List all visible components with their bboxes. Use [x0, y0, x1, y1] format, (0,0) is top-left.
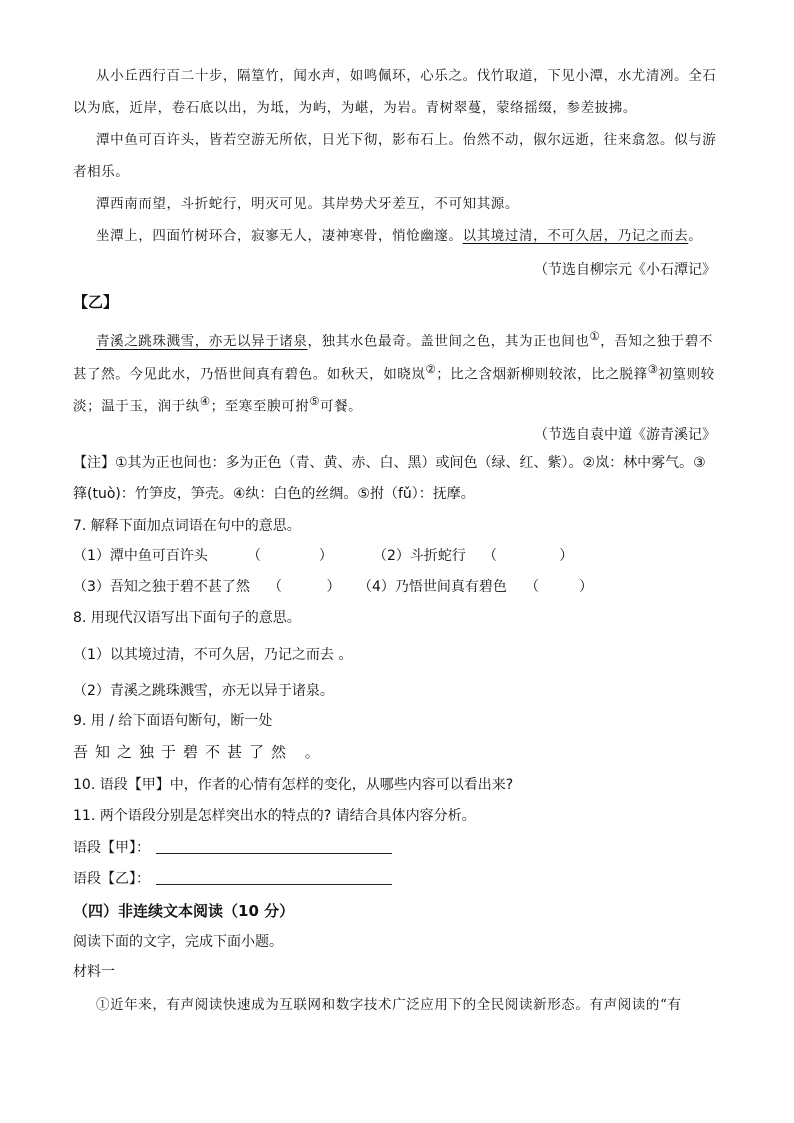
question-9-sentence: 吾知之独于碧不甚了然 。 [73, 743, 327, 761]
q7-item-1: （1）潭中鱼可百许头 [73, 548, 208, 564]
answer-label-jia: 语段【甲】： [73, 840, 150, 856]
passage-text: ；比之含烟新柳则较浓，比之脱箨 [436, 366, 648, 383]
passage-jia-line [96, 226, 702, 246]
question-9-title: 9. 用 / 给下面语句断句，断一处 [73, 713, 273, 729]
answer-blank-paren[interactable]: （ ） [247, 548, 333, 564]
footnote-marker: ⑤ [309, 395, 320, 408]
underlined-sentence: 青溪之跳珠溅雪，亦无以异于诸泉 [96, 333, 308, 350]
passage-yi-label: 【乙】 [73, 293, 119, 311]
passage-text: ，独其水色最奇。盖世间之色，其为正也间也 [307, 333, 590, 350]
question-8-title: 8. 用现代汉语写出下面句子的意思。 [73, 610, 301, 626]
footnote-marker: ① [589, 330, 601, 343]
passage-text: ，吾知之独于碧不 [600, 333, 713, 350]
passage-text: 坐潭上，四面竹树环合，寂寥无人，凄神寒骨，悄怆幽邃。 [96, 228, 463, 244]
passage-jia-line: 以为底，近岸，卷石底以出，为坻，为屿，为嵁，为岩。青树翠蔓，蒙络摇缀，参差披拂。 [73, 100, 637, 116]
passage-jia-line: 潭西南而望，斗折蛇行，明灭可见。其岸势犬牙差互，不可知其源。 [96, 196, 519, 212]
passage-text: ；至寒至腴可拊 [210, 398, 310, 415]
material-label: 材料一 [73, 964, 115, 980]
section-4-title: （四）非连续文本阅读（10 分） [73, 902, 295, 920]
q7-item-2: （2）斗折蛇行 [373, 548, 466, 564]
question-8-sentence-2: （2）青溪之跳珠溅雪，亦无以异于诸泉。 [73, 683, 334, 699]
question-10-title: 10. 语段【甲】中，作者的心情有怎样的变化，从哪些内容可以看出来? [73, 777, 514, 793]
answer-blank-paren[interactable]: （ ） [268, 579, 341, 595]
underlined-sentence: 以其境过清，不可久居，乃记之而去 [462, 228, 689, 244]
answer-row-yi [73, 869, 392, 889]
passage-yi-line [96, 327, 713, 352]
answer-row-jia [73, 838, 392, 858]
passage-yi-line [73, 392, 362, 417]
passage-text: 淡；温于玉，润于纨 [73, 398, 200, 415]
answer-blank-paren[interactable]: （ ） [483, 548, 574, 564]
material-paragraph: ①近年来，有声阅读快速成为互联网和数字技术广泛应用下的全民阅读新形态。有声阅读的“有 [96, 997, 682, 1013]
notes-line: 【注】①其为正也间也：多为正色（青、黄、赤、白、黑）或间色（绿、红、紫）。②岚：林中雾气。③ [73, 455, 706, 471]
passage-jia-line: 从小丘西行百二十步，隔篁竹，闻水声，如鸣佩环，心乐之。伐竹取道，下见小潭，水尤清冽。全石 [96, 68, 717, 84]
question-7-title: 7. 解释下面加点词语在句中的意思。 [73, 518, 301, 534]
footnote-marker: ③ [647, 363, 659, 376]
answer-line-jia[interactable] [156, 839, 392, 854]
q7-item-4: （4）乃悟世间真有碧色 [358, 579, 507, 595]
passage-text: 初篁则较 [658, 366, 715, 383]
passage-jia-line: 潭中鱼可百许头，皆若空游无所依，日光下彻，影布石上。佁然不动，俶尔远逝，往来翕忽。似与游 [96, 132, 717, 148]
passage-text: 。 [688, 228, 703, 244]
answer-line-yi[interactable] [156, 870, 392, 885]
passage-text: 可餐。 [319, 398, 363, 415]
answer-blank-paren[interactable]: （ ） [525, 579, 594, 595]
source-citation-yi: （节选自袁中道《游青溪记》 [534, 427, 716, 443]
q7-item-3: （3）吾知之独于碧不甚了然 [73, 579, 250, 595]
section-4-instruction: 阅读下面的文字，完成下面小题。 [73, 934, 283, 950]
question-11-title: 11. 两个语段分别是怎样突出水的特点的? 请结合具体内容分析。 [73, 808, 476, 824]
source-citation-jia: （节选自柳宗元《小石潭记》 [534, 262, 716, 278]
question-7-row [73, 546, 574, 566]
notes-line: 箨(tuò)：竹笋皮，笋壳。④纨：白色的丝绸。⑤拊（fǔ）：抚摩。 [73, 486, 475, 502]
question-7-row [73, 577, 594, 597]
answer-label-yi: 语段【乙】： [73, 871, 150, 887]
footnote-marker: ④ [199, 395, 211, 408]
passage-yi-line [73, 360, 715, 385]
passage-jia-line: 者相乐。 [73, 164, 130, 180]
footnote-marker: ② [425, 363, 437, 376]
passage-text: 甚了然。今见此水，乃悟世间真有碧色。如秋天，如晓岚 [73, 366, 426, 383]
question-8-sentence-1: （1）以其境过清，不可久居，乃记之而去 。 [73, 647, 353, 663]
